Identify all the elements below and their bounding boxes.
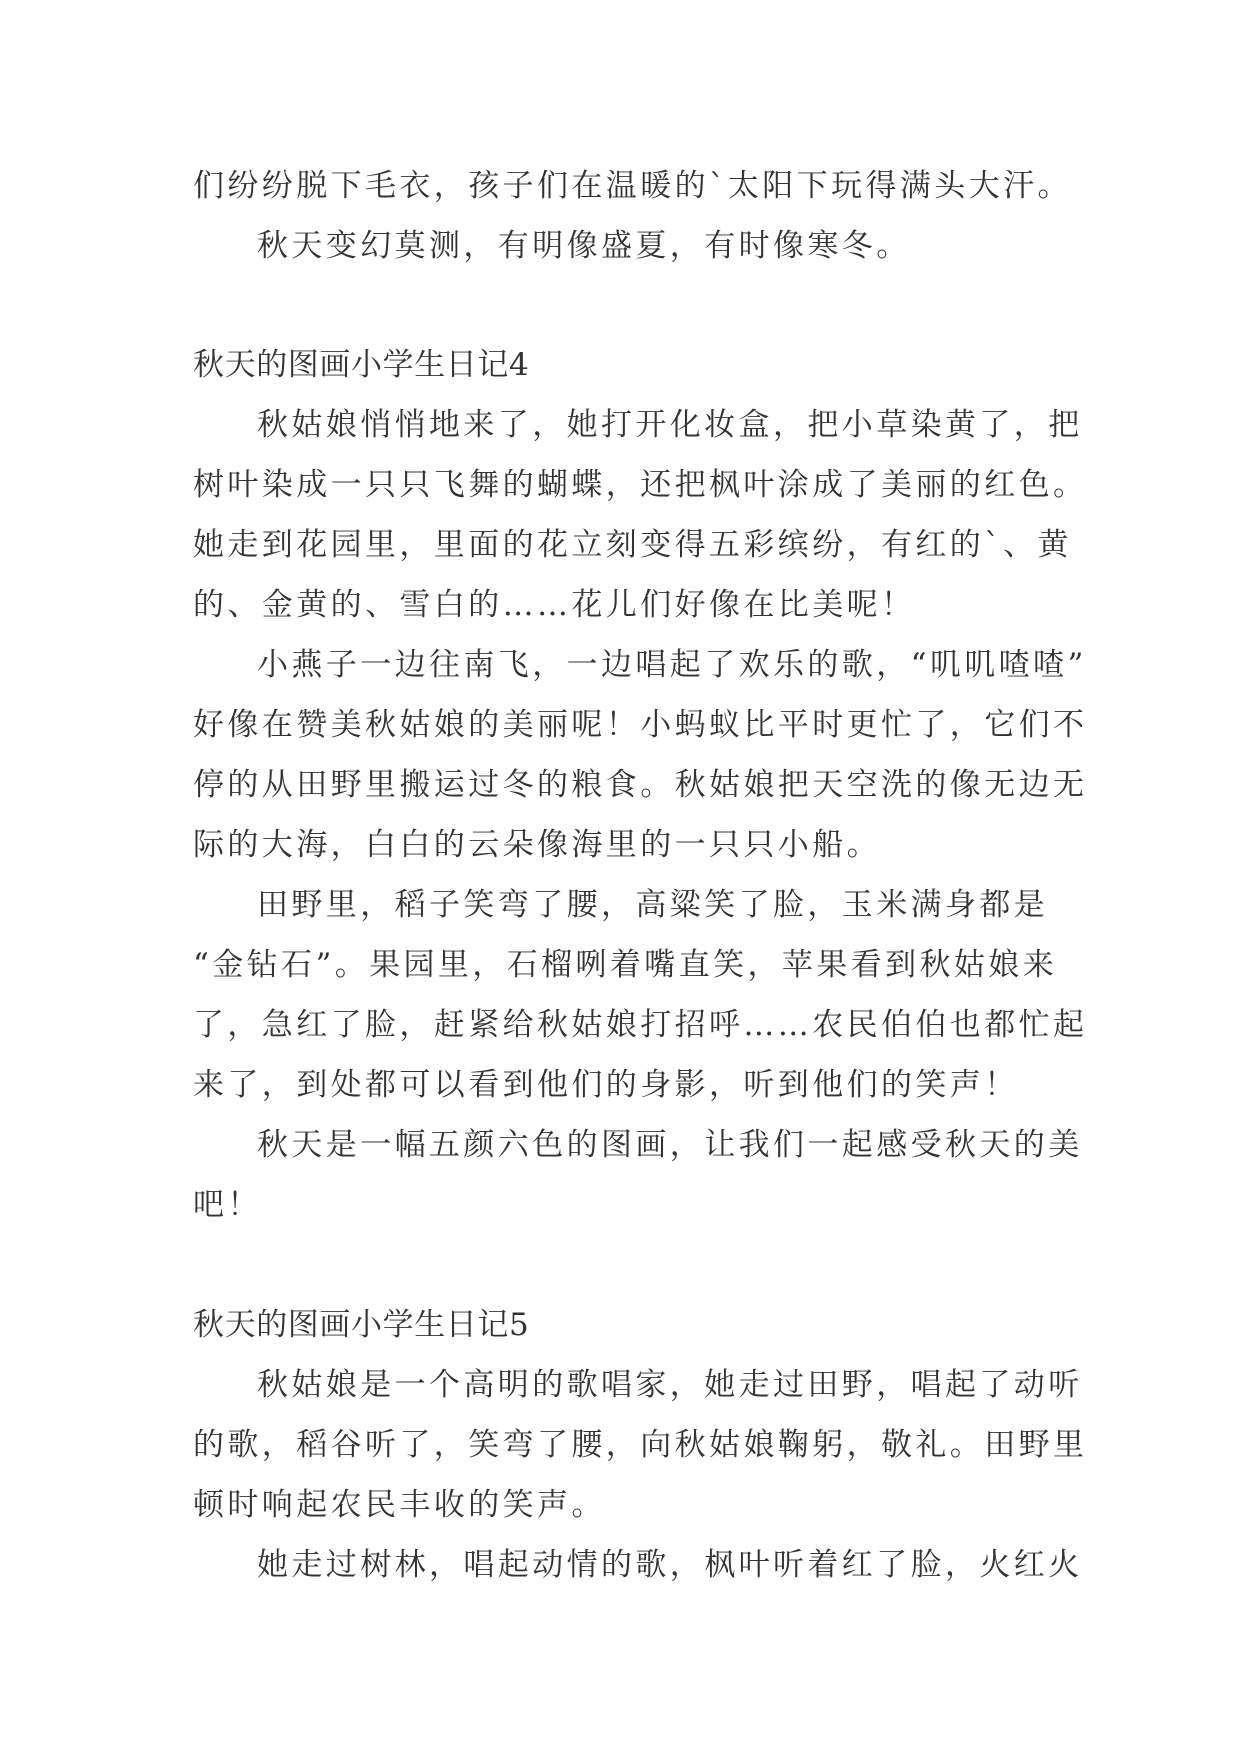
text-line: 秋姑娘是一个高明的歌唱家，她走过田野，唱起了动听 bbox=[257, 1367, 1083, 1403]
text-line: 了，急红了脸，赶紧给秋姑娘打招呼……农民伯伯也都忙起 bbox=[193, 1007, 1088, 1043]
text-line: 际的大海，白白的云朵像海里的一只只小船。 bbox=[193, 827, 881, 863]
text-line: 小燕子一边往南飞，一边唱起了欢乐的歌，“叽叽喳喳” bbox=[257, 647, 1087, 683]
text-line: 停的从田野里搬运过冬的粮食。秋姑娘把天空洗的像无边无 bbox=[193, 767, 1088, 803]
section-title: 秋天的图画小学生日记5 bbox=[193, 1307, 530, 1343]
text-line: 的歌，稻谷听了，笑弯了腰，向秋姑娘鞠躬，敬礼。田野里 bbox=[193, 1427, 1088, 1463]
text-line: 她走过树林，唱起动情的歌，枫叶听着红了脸，火红火 bbox=[257, 1547, 1083, 1583]
text-line: 秋姑娘悄悄地来了，她打开化妆盒，把小草染黄了，把 bbox=[257, 407, 1083, 443]
section-title: 秋天的图画小学生日记4 bbox=[193, 347, 530, 383]
text-line: “金钻石”。果园里，石榴咧着嘴直笑，苹果看到秋姑娘来 bbox=[193, 947, 1058, 983]
text-line: 好像在赞美秋姑娘的美丽呢！小蚂蚁比平时更忙了，它们不 bbox=[193, 707, 1088, 743]
text-line: 的、金黄的、雪白的……花儿们好像在比美呢！ bbox=[193, 587, 916, 623]
text-line: 秋天是一幅五颜六色的图画，让我们一起感受秋天的美 bbox=[257, 1127, 1083, 1163]
text-line: 田野里，稻子笑弯了腰，高粱笑了脸，玉米满身都是 bbox=[257, 887, 1049, 923]
text-line: 她走到花园里，里面的花立刻变得五彩缤纷，有红的`、黄 bbox=[193, 527, 1072, 563]
text-line: 顿时响起农民丰收的笑声。 bbox=[193, 1487, 606, 1523]
text-line: 吧！ bbox=[193, 1187, 262, 1223]
text-line: 们纷纷脱下毛衣，孩子们在温暖的`太阳下玩得满头大汗。 bbox=[193, 168, 1072, 204]
text-line: 树叶染成一只只飞舞的蝴蝶，还把枫叶涂成了美丽的红色。 bbox=[193, 467, 1088, 503]
text-line: 来了，到处都可以看到他们的身影，听到他们的笑声！ bbox=[193, 1067, 1019, 1103]
text-line: 秋天变幻莫测，有明像盛夏，有时像寒冬。 bbox=[257, 228, 911, 264]
